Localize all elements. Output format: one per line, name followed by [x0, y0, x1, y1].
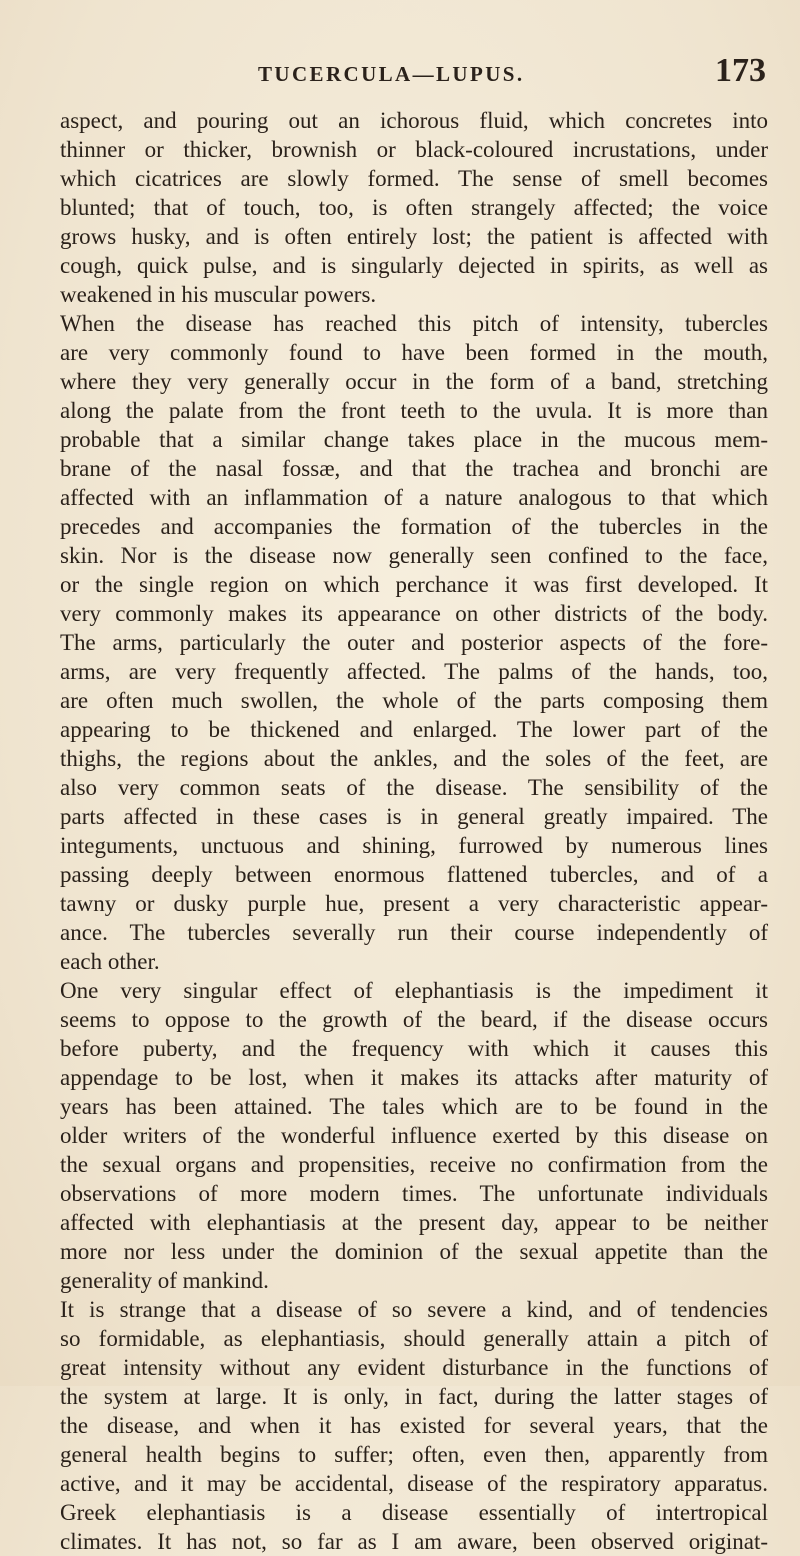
- running-head: [0, 50, 800, 94]
- text-line: integuments, unctuous and shining, furrowed by numerous lines: [60, 833, 768, 858]
- text-line: observations of more modern times. The unfortunate individuals: [60, 1181, 768, 1206]
- text-line: seems to oppose to the growth of the beard, if the disease occurs: [60, 1007, 768, 1032]
- text-line: very commonly makes its appearance on other districts of the body.: [60, 601, 768, 626]
- text-line: It is strange that a disease of so severe a kind, and of tendencies: [60, 1297, 768, 1322]
- text-line: Greek elephantiasis is a disease essentially of intertropical: [60, 1500, 768, 1525]
- text-line: older writers of the wonderful influence exerted by this disease on: [60, 1123, 768, 1148]
- text-line: appendage to be lost, when it makes its attacks after maturity of: [60, 1065, 768, 1090]
- text-line: One very singular effect of elephantiasis is the impediment it: [60, 978, 768, 1003]
- text-line: parts affected in these cases is in general greatly impaired. The: [60, 804, 768, 829]
- page-number: 173: [715, 52, 766, 89]
- text-line: also very common seats of the disease. The sensibility of the: [60, 775, 768, 800]
- text-line: the disease, and when it has existed for several years, that the: [60, 1413, 768, 1438]
- text-line: affected with an inflammation of a nature analogous to that which: [60, 485, 768, 510]
- text-line: the sexual organs and propensities, receive no confirmation from the: [60, 1152, 768, 1177]
- text-line: grows husky, and is often entirely lost; the patient is affected with: [60, 224, 768, 249]
- text-line: before puberty, and the frequency with which it causes this: [60, 1036, 768, 1061]
- text-line: are very commonly found to have been formed in the mouth,: [60, 340, 768, 365]
- text-line: thinner or thicker, brownish or black-coloured incrustations, under: [60, 137, 768, 162]
- text-line: great intensity without any evident disturbance in the functions of: [60, 1355, 768, 1380]
- text-line: so formidable, as elephantiasis, should generally attain a pitch of: [60, 1326, 768, 1351]
- text-line: are often much swollen, the whole of the parts composing them: [60, 688, 768, 713]
- text-line: blunted; that of touch, too, is often strangely affected; the voice: [60, 195, 768, 220]
- text-line: ance. The tubercles severally run their course independently of: [60, 920, 768, 945]
- text-line: or the single region on which perchance it was first developed. It: [60, 572, 768, 597]
- text-line: where they very generally occur in the form of a band, stretching: [60, 369, 768, 394]
- text-line: arms, are very frequently affected. The palms of the hands, too,: [60, 659, 768, 684]
- text-line: generality of mankind.: [60, 1268, 269, 1293]
- running-title: TUCERCULA—LUPUS.: [258, 62, 525, 86]
- text-line: more nor less under the dominion of the sexual appetite than the: [60, 1239, 768, 1264]
- text-line: years has been attained. The tales which are to be found in the: [60, 1094, 768, 1119]
- text-line: skin. Nor is the disease now generally seen confined to the face,: [60, 543, 768, 568]
- text-line: the system at large. It is only, in fact, during the latter stages of: [60, 1384, 768, 1409]
- text-line: along the palate from the front teeth to the uvula. It is more than: [60, 398, 768, 423]
- text-line: thighs, the regions about the ankles, and the soles of the feet, are: [60, 746, 768, 771]
- text-line: When the disease has reached this pitch of intensity, tubercles: [60, 311, 768, 336]
- text-line: each other.: [60, 949, 160, 974]
- text-line: climates. It has not, so far as I am aware, been observed originat-: [60, 1529, 768, 1554]
- text-line: affected with elephantiasis at the present day, appear to be neither: [60, 1210, 768, 1235]
- text-line: tawny or dusky purple hue, present a very characteristic appear-: [60, 891, 768, 916]
- text-line: active, and it may be accidental, disease of the respiratory apparatus.: [60, 1471, 768, 1496]
- text-line: which cicatrices are slowly formed. The sense of smell becomes: [60, 166, 768, 191]
- text-line: precedes and accompanies the formation of the tubercles in the: [60, 514, 768, 539]
- text-line: cough, quick pulse, and is singularly dejected in spirits, as well as: [60, 253, 768, 278]
- text-line: aspect, and pouring out an ichorous fluid, which concretes into: [60, 108, 768, 133]
- text-line: passing deeply between enormous flattened tubercles, and of a: [60, 862, 768, 887]
- text-line: brane of the nasal fossæ, and that the trachea and bronchi are: [60, 456, 768, 481]
- text-line: general health begins to suffer; often, even then, apparently from: [60, 1442, 768, 1467]
- body-text: [60, 106, 768, 1556]
- text-line: weakened in his muscular powers.: [60, 282, 377, 307]
- text-line: appearing to be thickened and enlarged. The lower part of the: [60, 717, 768, 742]
- text-line: The arms, particularly the outer and posterior aspects of the fore-: [60, 630, 768, 655]
- text-line: probable that a similar change takes place in the mucous mem-: [60, 427, 768, 452]
